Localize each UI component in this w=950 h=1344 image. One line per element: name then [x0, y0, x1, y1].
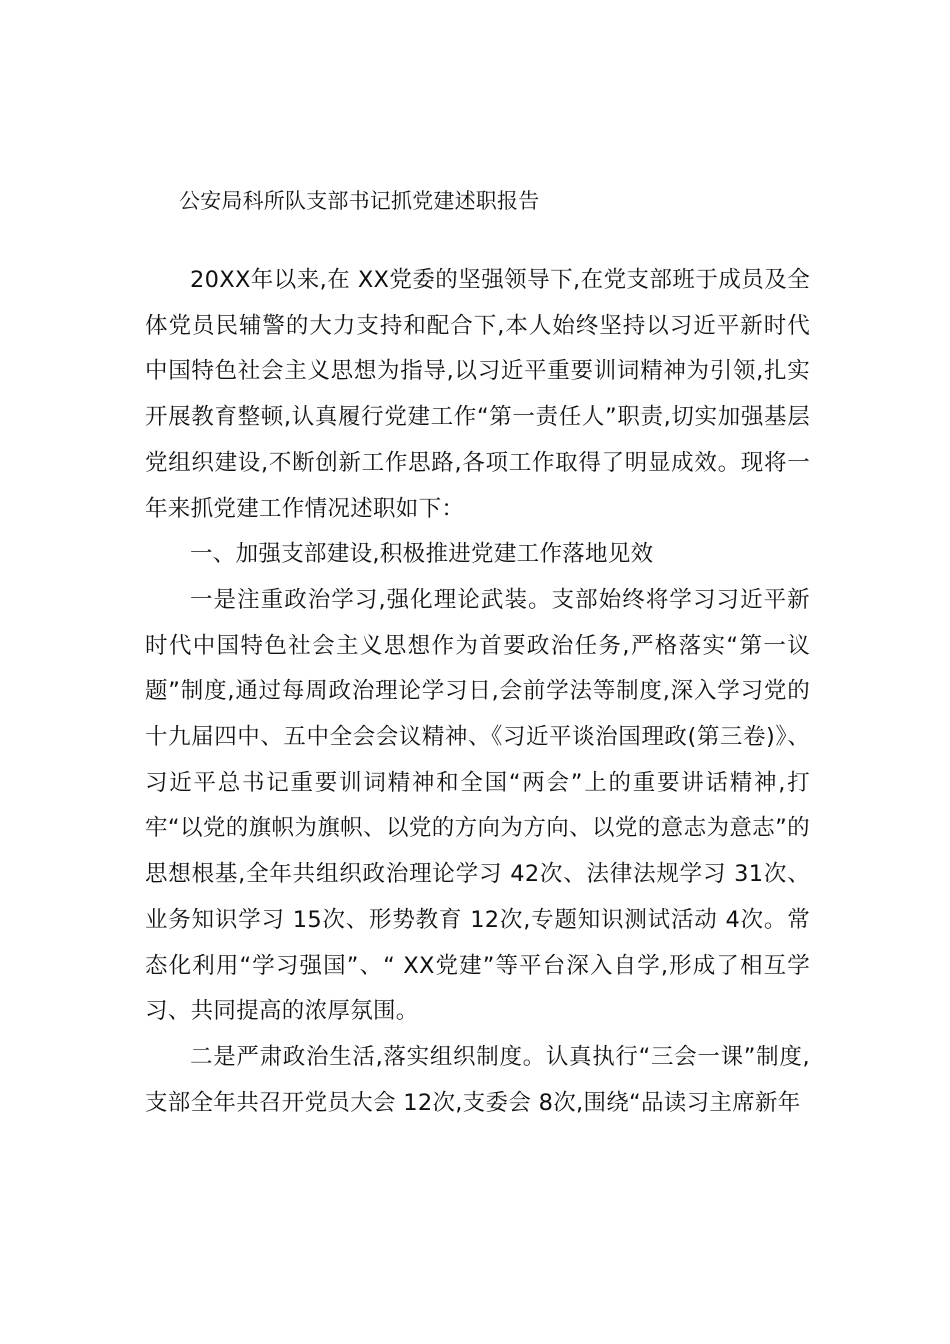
document-title: 公安局科所队支部书记抓党建述职报告	[179, 189, 540, 213]
section-heading-1: 一、加强支部建设,积极推进党建工作落地见效	[190, 541, 654, 568]
document-body	[145, 258, 810, 1126]
paragraph-political-life: 二是严肃政治生活,落实组织制度。认真执行“三会一课”制度,支部全年共召开党员大会 12次,支委会 8次,围绕“品读习主席新年	[145, 1043, 810, 1116]
paragraph-intro: 20XX年以来,在 XX党委的坚强领导下,在党支部班于成员及全体党员民辅警的大力支持和配合下,本人始终坚持以习近平新时代中国特色社会主义思想为指导,以习近平重要训词精神为引领,扎实开展教育整顿,认真履行党建工作“第一责任人”职责,切实加强基层党组织建设,不断创新工作思路,各项工作取得了明显成效。现将一年来抓党建工作情况述职如下：	[145, 267, 810, 522]
paragraph-political-study: 一是注重政治学习,强化理论武装。支部始终将学习习近平新时代中国特色社会主义思想作为首要政治任务,严格落实“第一议题”制度,通过每周政治理论学习日,会前学法等制度,深入学习党的十九届四中、五中全会会议精神、《习近平谈治国理政(第三卷)》、习近平总书记重要训词精神和全国“两会”上的重要讲话精神,打牢“以党的旗帜为旗帜、以党的方向为方向、以党的意志为意志”的思想根基,全年共组织政治理论学习 42次、法律法规学习 31次、业务知识学习 15次、形势教育 12次,专题知识测试活动 4次。常态化利用“学习强国”、“ XX党建”等平台深入自学,形成了相互学习、共同提高的浓厚氛围。	[145, 586, 810, 1025]
